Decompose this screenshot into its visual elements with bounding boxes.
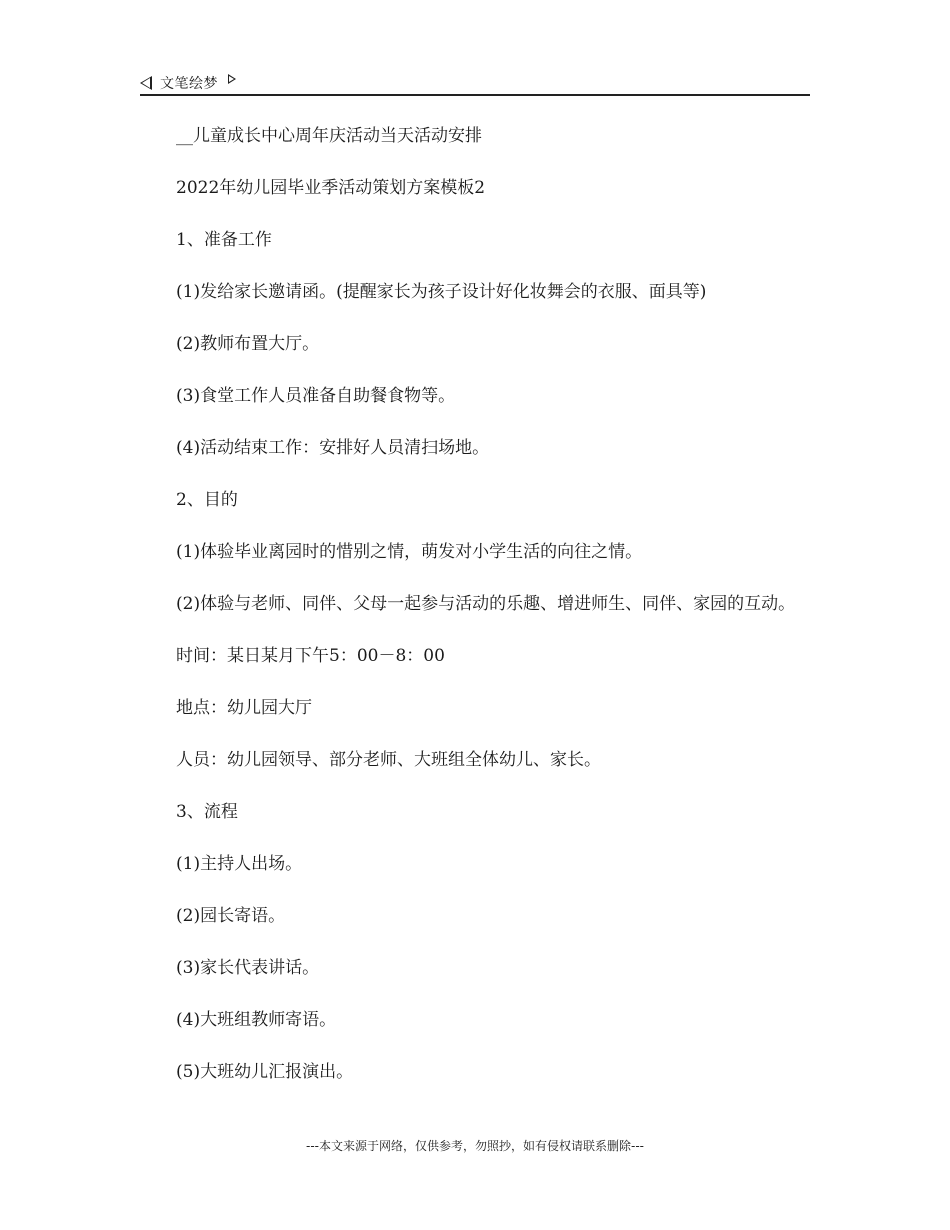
list-item: (2)园长寄语。 xyxy=(176,906,286,926)
list-item: (1)体验毕业离园时的惜别之情，萌发对小学生活的向往之情。 xyxy=(176,542,643,562)
paragraph: __儿童成长中心周年庆活动当天活动安排 xyxy=(176,126,482,146)
triangle-left-icon xyxy=(140,76,152,90)
page-header xyxy=(140,72,810,96)
list-item: (5)大班幼儿汇报演出。 xyxy=(176,1062,354,1082)
section-heading: 3、流程 xyxy=(176,802,238,822)
paragraph: 地点：幼儿园大厅 xyxy=(176,698,312,718)
paragraph: 时间：某日某月下午5：00－8：00 xyxy=(176,646,445,666)
list-item: (2)教师布置大厅。 xyxy=(176,334,320,354)
list-item: (3)食堂工作人员准备自助餐食物等。 xyxy=(176,386,456,406)
footer-disclaimer: ---本文来源于网络，仅供参考，勿照抄，如有侵权请联系删除--- xyxy=(306,1139,644,1153)
header-title: 文笔绘梦 xyxy=(160,76,218,92)
paragraph: 2022年幼儿园毕业季活动策划方案模板2 xyxy=(176,178,486,198)
list-item: (4)活动结束工作：安排好人员清扫场地。 xyxy=(176,438,490,458)
list-item: (1)发给家长邀请函。(提醒家长为孩子设计好化妆舞会的衣服、面具等) xyxy=(176,282,707,302)
section-heading: 2、目的 xyxy=(176,490,238,510)
list-item: (4)大班组教师寄语。 xyxy=(176,1010,337,1030)
list-item: (1)主持人出场。 xyxy=(176,854,303,874)
section-heading: 1、准备工作 xyxy=(176,230,272,250)
list-item: (3)家长代表讲话。 xyxy=(176,958,320,978)
paragraph: 人员：幼儿园领导、部分老师、大班组全体幼儿、家长。 xyxy=(176,750,601,770)
triangle-right-icon xyxy=(228,74,236,84)
document-body xyxy=(140,110,810,1098)
list-item: (2)体验与老师、同伴、父母一起参与活动的乐趣、增进师生、同伴、家园的互动。 xyxy=(176,594,796,614)
